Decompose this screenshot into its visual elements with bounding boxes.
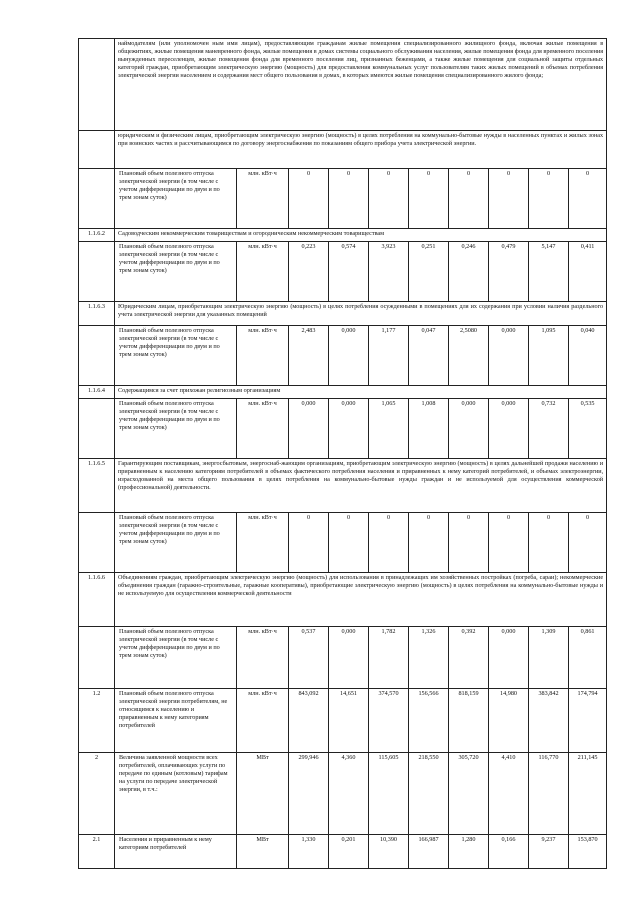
- value-cell: 0: [289, 169, 329, 229]
- value-cell: 0,392: [449, 627, 489, 689]
- category-row: [79, 131, 607, 169]
- table-row: [79, 169, 607, 229]
- value-cell: 0,861: [569, 627, 607, 689]
- table-row: [79, 326, 607, 386]
- row-number: [79, 326, 115, 386]
- value-cell: 0,000: [489, 627, 529, 689]
- value-cell: 0,223: [289, 242, 329, 302]
- value-cell: 1,177: [369, 326, 409, 386]
- value-cell: 1,782: [369, 627, 409, 689]
- value-cell: 0,479: [489, 242, 529, 302]
- table-row: [79, 835, 607, 869]
- value-cell: 115,605: [369, 753, 409, 835]
- indicator-label: Плановый объем полезного отпуска электрической энергии (в том числе с учетом дифференциации по двум и по трем зонам суток): [115, 242, 237, 302]
- value-cell: 0,000: [449, 399, 489, 459]
- row-number: [79, 131, 115, 169]
- value-cell: 218,550: [409, 753, 449, 835]
- value-cell: 211,145: [569, 753, 607, 835]
- value-cell: 0: [489, 513, 529, 573]
- unit-cell: млн. кВт·ч: [237, 689, 289, 753]
- value-cell: 383,842: [529, 689, 569, 753]
- table-row: [79, 627, 607, 689]
- value-cell: 0: [449, 169, 489, 229]
- value-cell: 0: [409, 513, 449, 573]
- unit-cell: млн. кВт·ч: [237, 326, 289, 386]
- value-cell: 0: [329, 169, 369, 229]
- value-cell: 3,923: [369, 242, 409, 302]
- category-description: Юридическим лицам, приобретающим электрическую энергию (мощность) в целях потребления осужденными в помещениях для их содержания при условии наличия раздельного учета электрической энергии для указанных помещений: [115, 302, 607, 326]
- value-cell: 1,095: [529, 326, 569, 386]
- value-cell: 0,732: [529, 399, 569, 459]
- category-row: [79, 386, 607, 399]
- value-cell: 2,5080: [449, 326, 489, 386]
- value-cell: 0,000: [289, 399, 329, 459]
- row-number: [79, 513, 115, 573]
- indicator-label: Величина заявленной мощности всех потребителей, оплачивающих услуги по передаче по единым (котловым) тарифам на услуги по передаче электрической энергии, в т.ч.:: [115, 753, 237, 835]
- value-cell: 0: [489, 169, 529, 229]
- value-cell: 174,794: [569, 689, 607, 753]
- value-cell: 0,574: [329, 242, 369, 302]
- category-row: [79, 302, 607, 326]
- value-cell: 818,159: [449, 689, 489, 753]
- indicator-label: Плановый объем полезного отпуска электрической энергии (в том числе с учетом дифференциации по двум и по трем зонам суток): [115, 399, 237, 459]
- indicator-label: Населения и приравненным к нему категориям потребителей: [115, 835, 237, 869]
- value-cell: 4,360: [329, 753, 369, 835]
- category-description: Объединениям граждан, приобретающим электрическую энергию (мощность) для использования в принадлежащих им хозяйственных постройках (погреба, сараи); некоммерческие объединения граждан (гаражно-строительные, гаражные кооперативы), приобретающие электрическую энергию (мощность) в целях потребления на коммунально-бытовые нужды и не используемую для осуществления коммерческой деятельности: [115, 573, 607, 627]
- value-cell: 1,309: [529, 627, 569, 689]
- indicator-label: Плановый объем полезного отпуска электрической энергии (в том числе с учетом дифференциации по двум и по трем зонам суток): [115, 169, 237, 229]
- value-cell: 0,000: [489, 326, 529, 386]
- value-cell: 0,000: [329, 399, 369, 459]
- value-cell: 0,251: [409, 242, 449, 302]
- value-cell: 0: [449, 513, 489, 573]
- value-cell: 843,092: [289, 689, 329, 753]
- table-row: [79, 689, 607, 753]
- value-cell: 9,237: [529, 835, 569, 869]
- table-row: [79, 513, 607, 573]
- category-description: Садоводческим некоммерческим товариществам и огородническим некоммерческим товариществам: [115, 229, 607, 242]
- category-description: Гарантирующим поставщикам, энергосбытовым, энергоснаб-жающим организациям, приобретающим электрическую энергию (мощность) в целях дальнейшей продажи населению и приравненным к населению категориям потребителей в объемах фактического потребления населения и приравненных к нему категорий потребителей, и объемах электроэнергии, израсходованной на места общего пользования в целях потребления на коммунально-бытовые нужды граждан и не используемой для осуществления коммерческой (профессиональной) деятельности.: [115, 459, 607, 513]
- value-cell: 1,330: [289, 835, 329, 869]
- row-number: 1.1.6.6: [79, 573, 115, 627]
- unit-cell: МВт: [237, 753, 289, 835]
- row-number: 1.1.6.2: [79, 229, 115, 242]
- value-cell: 0,201: [329, 835, 369, 869]
- category-row: [79, 459, 607, 513]
- row-number: 1.2: [79, 689, 115, 753]
- row-number: 2: [79, 753, 115, 835]
- unit-cell: МВт: [237, 835, 289, 869]
- value-cell: 0,000: [489, 399, 529, 459]
- value-cell: 0: [569, 169, 607, 229]
- value-cell: 1,280: [449, 835, 489, 869]
- value-cell: 0: [369, 513, 409, 573]
- unit-cell: млн. кВт·ч: [237, 242, 289, 302]
- value-cell: 0,000: [329, 326, 369, 386]
- value-cell: 4,410: [489, 753, 529, 835]
- value-cell: 10,390: [369, 835, 409, 869]
- row-number: [79, 399, 115, 459]
- value-cell: 0,047: [409, 326, 449, 386]
- value-cell: 1,008: [409, 399, 449, 459]
- row-number: 1.1.6.3: [79, 302, 115, 326]
- value-cell: 2,483: [289, 326, 329, 386]
- value-cell: 156,566: [409, 689, 449, 753]
- value-cell: 116,770: [529, 753, 569, 835]
- value-cell: 1,326: [409, 627, 449, 689]
- value-cell: 0,246: [449, 242, 489, 302]
- value-cell: 0: [369, 169, 409, 229]
- category-row: [79, 573, 607, 627]
- value-cell: 299,946: [289, 753, 329, 835]
- row-number: 1.1.6.4: [79, 386, 115, 399]
- indicator-label: Плановый объем полезного отпуска электрической энергии (в том числе с учетом дифференциации по двум и по трем зонам суток): [115, 627, 237, 689]
- tariff-table: [78, 38, 607, 869]
- value-cell: 153,870: [569, 835, 607, 869]
- table-row: [79, 399, 607, 459]
- category-description: наймодателям (или уполномочен ным ими лицам), предоставляющим гражданам жилые помещения специализированного жилищного фонда, включая жилые помещения в общежитиях, жилые помещения маневренного фонда, жилые помещения в домах системы социального обслуживания населения, жилые помещения фонда для временного поселения вынужденных переселенцев, жилые помещения фонда для временного поселения лиц, признанных беженцами, а также жилые помещения для социальной защиты отдельных категорий граждан, приобретающим электрическую энергию (мощность) для предоставления коммунальных услуг пользователям таких жилых помещений в объемах потребления электрической энергии населением и содержания мест общего пользования в домах, в которых имеются жилые помещения специализированного жилого фонда;: [115, 39, 607, 131]
- value-cell: 0: [289, 513, 329, 573]
- value-cell: 0,166: [489, 835, 529, 869]
- indicator-label: Плановый объем полезного отпуска электрической энергии (в том числе с учетом дифференциации по двум и по трем зонам суток): [115, 513, 237, 573]
- value-cell: 0,000: [329, 627, 369, 689]
- category-description: юридическим и физическим лицам, приобретающим электрическую энергию (мощность) в целях потребления на коммунально-бытовые нужды в населенных пунктах и жилых зонах при воинских частях и рассчитывающимся по договору энергоснабжения по показаниям общего прибора учета электрической энергии.: [115, 131, 607, 169]
- row-number: [79, 169, 115, 229]
- value-cell: 14,651: [329, 689, 369, 753]
- value-cell: 0: [569, 513, 607, 573]
- value-cell: 0,411: [569, 242, 607, 302]
- value-cell: 0,535: [569, 399, 607, 459]
- indicator-label: Плановый объем полезного отпуска электрической энергии потребителям, не относящимся к населению и приравненным к нему категориям потребителей: [115, 689, 237, 753]
- value-cell: 5,147: [529, 242, 569, 302]
- row-number: 2.1: [79, 835, 115, 869]
- value-cell: 14,980: [489, 689, 529, 753]
- row-number: [79, 242, 115, 302]
- table-row: [79, 753, 607, 835]
- value-cell: 0: [529, 169, 569, 229]
- category-row: [79, 229, 607, 242]
- category-row: [79, 39, 607, 131]
- value-cell: 0: [329, 513, 369, 573]
- row-number: [79, 39, 115, 131]
- value-cell: 0,537: [289, 627, 329, 689]
- value-cell: 0: [529, 513, 569, 573]
- row-number: 1.1.6.5: [79, 459, 115, 513]
- unit-cell: млн. кВт·ч: [237, 627, 289, 689]
- unit-cell: млн. кВт·ч: [237, 399, 289, 459]
- value-cell: 374,570: [369, 689, 409, 753]
- value-cell: 305,720: [449, 753, 489, 835]
- category-description: Содержащимся за счет прихожан религиозным организациям: [115, 386, 607, 399]
- value-cell: 0: [409, 169, 449, 229]
- unit-cell: млн. кВт·ч: [237, 169, 289, 229]
- unit-cell: млн. кВт·ч: [237, 513, 289, 573]
- value-cell: 1,065: [369, 399, 409, 459]
- value-cell: 0,040: [569, 326, 607, 386]
- indicator-label: Плановый объем полезного отпуска электрической энергии (в том числе с учетом дифференциации по двум и по трем зонам суток): [115, 326, 237, 386]
- table-row: [79, 242, 607, 302]
- value-cell: 166,987: [409, 835, 449, 869]
- row-number: [79, 627, 115, 689]
